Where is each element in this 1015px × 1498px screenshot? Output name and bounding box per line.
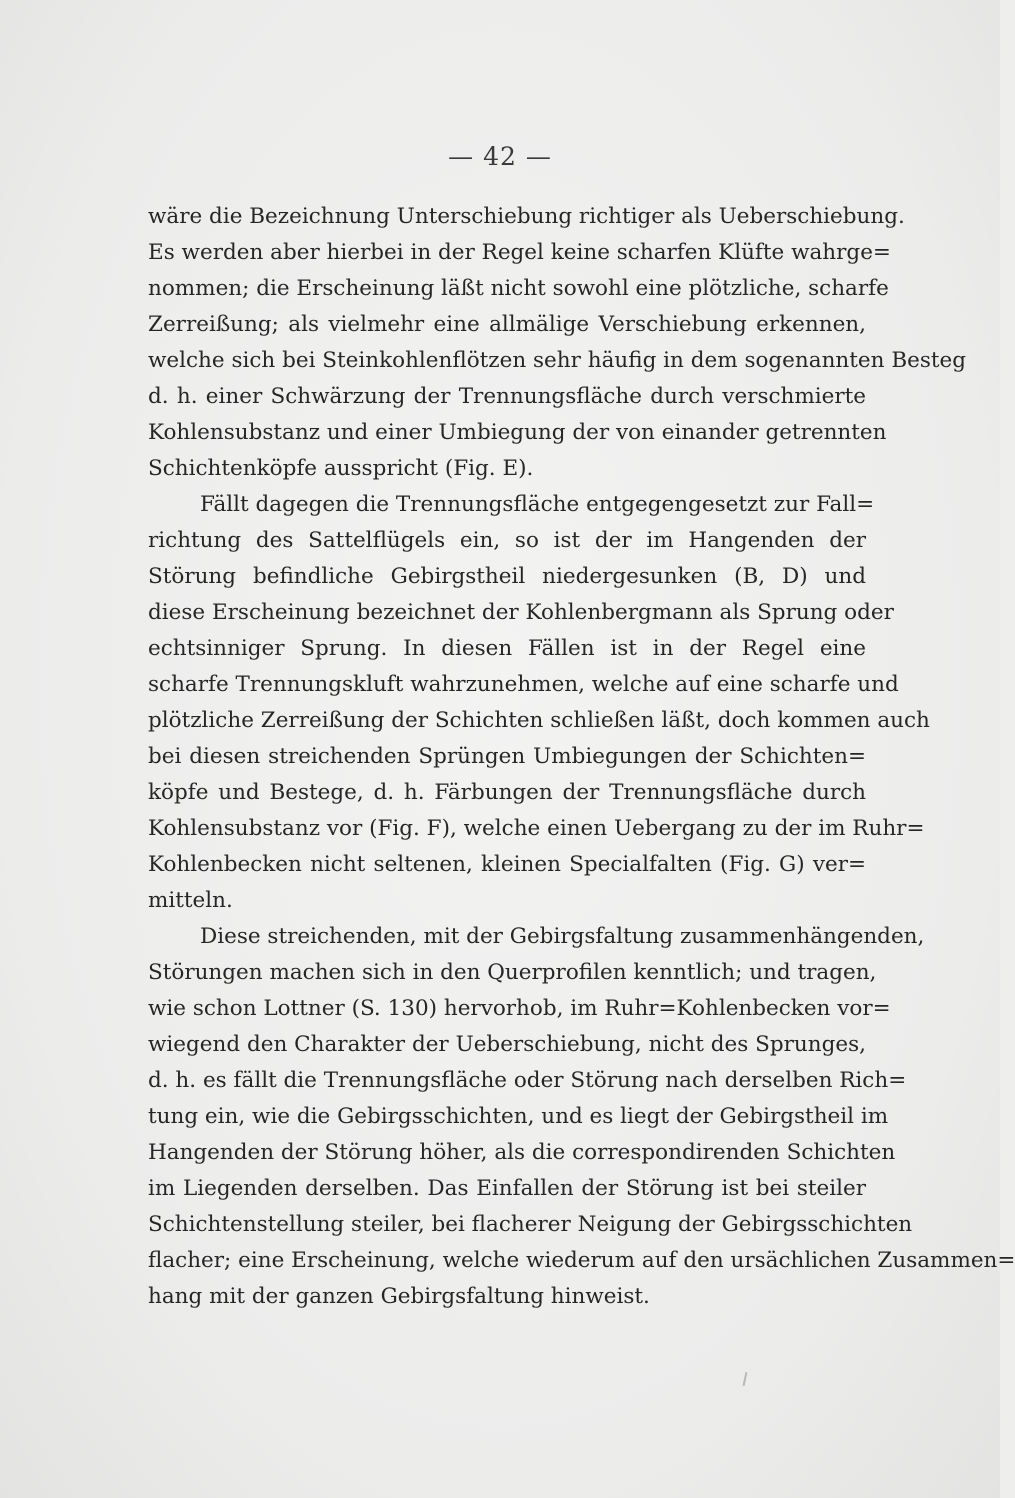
text-line: Kohlensubstanz und einer Umbiegung der von einander getrennten: [148, 420, 887, 445]
text-line: echtsinniger Sprung. In diesen Fällen ist in der Regel eine: [148, 636, 866, 661]
text-line: plötzliche Zerreißung der Schichten schließen läßt, doch kommen auch: [148, 708, 930, 733]
page-number: — 42 —: [448, 142, 552, 171]
text-line: hang mit der ganzen Gebirgsfaltung hinweist.: [148, 1284, 650, 1309]
text-line: wäre die Bezeichnung Unterschiebung richtiger als Ueberschiebung.: [148, 204, 905, 229]
text-line: Kohlensubstanz vor (Fig. F), welche einen Uebergang zu der im Ruhr=: [148, 816, 925, 841]
text-line: richtung des Sattelflügels ein, so ist der im Hangenden der: [148, 528, 866, 553]
text-line: Kohlenbecken nicht seltenen, kleinen Specialfalten (Fig. G) ver=: [148, 852, 866, 877]
text-line: tung ein, wie die Gebirgsschichten, und es liegt der Gebirgstheil im: [148, 1104, 889, 1129]
text-line: Zerreißung; als vielmehr eine allmälige Verschiebung erkennen,: [148, 312, 866, 337]
text-line: Es werden aber hierbei in der Regel keine scharfen Klüfte wahrge=: [148, 240, 891, 265]
text-line: Schichtenstellung steiler, bei flacherer Neigung der Gebirgsschichten: [148, 1212, 913, 1237]
text-line: Schichtenköpfe ausspricht (Fig. E).: [148, 456, 534, 481]
text-line: Fällt dagegen die Trennungsfläche entgegengesetzt zur Fall=: [200, 492, 875, 517]
text-line: bei diesen streichenden Sprüngen Umbiegungen der Schichten=: [148, 744, 866, 769]
text-line: d. h. es fällt die Trennungsfläche oder Störung nach derselben Rich=: [148, 1068, 907, 1093]
text-line: wie schon Lottner (S. 130) hervorhob, im Ruhr=Kohlenbecken vor=: [148, 996, 891, 1021]
text-line: diese Erscheinung bezeichnet der Kohlenbergmann als Sprung oder: [148, 600, 894, 625]
text-line: Störungen machen sich in den Querprofilen kenntlich; und tragen,: [148, 960, 877, 985]
text-line: Diese streichenden, mit der Gebirgsfaltung zusammenhängenden,: [200, 924, 925, 949]
text-line: Störung befindliche Gebirgstheil niedergesunken (B, D) und: [148, 564, 866, 589]
text-line: wiegend den Charakter der Ueberschiebung, nicht des Sprunges,: [148, 1032, 866, 1057]
text-line: mitteln.: [148, 888, 233, 913]
text-line: köpfe und Bestege, d. h. Färbungen der Trennungsfläche durch: [148, 780, 866, 805]
paper-speck: [743, 1372, 748, 1386]
text-line: nommen; die Erscheinung läßt nicht sowohl eine plötzliche, scharfe: [148, 276, 889, 301]
text-line: scharfe Trennungskluft wahrzunehmen, welche auf eine scharfe und: [148, 672, 899, 697]
body-text: [148, 199, 1015, 1315]
text-line: im Liegenden derselben. Das Einfallen der Störung ist bei steiler: [148, 1176, 866, 1201]
text-line: welche sich bei Steinkohlenflötzen sehr häufig in dem sogenannten Besteg: [148, 348, 966, 373]
text-line: d. h. einer Schwärzung der Trennungsfläche durch verschmierte: [148, 384, 866, 409]
text-line: Hangenden der Störung höher, als die correspondirenden Schichten: [148, 1140, 896, 1165]
text-line: flacher; eine Erscheinung, welche wiederum auf den ursächlichen Zusammen=: [148, 1248, 1015, 1273]
